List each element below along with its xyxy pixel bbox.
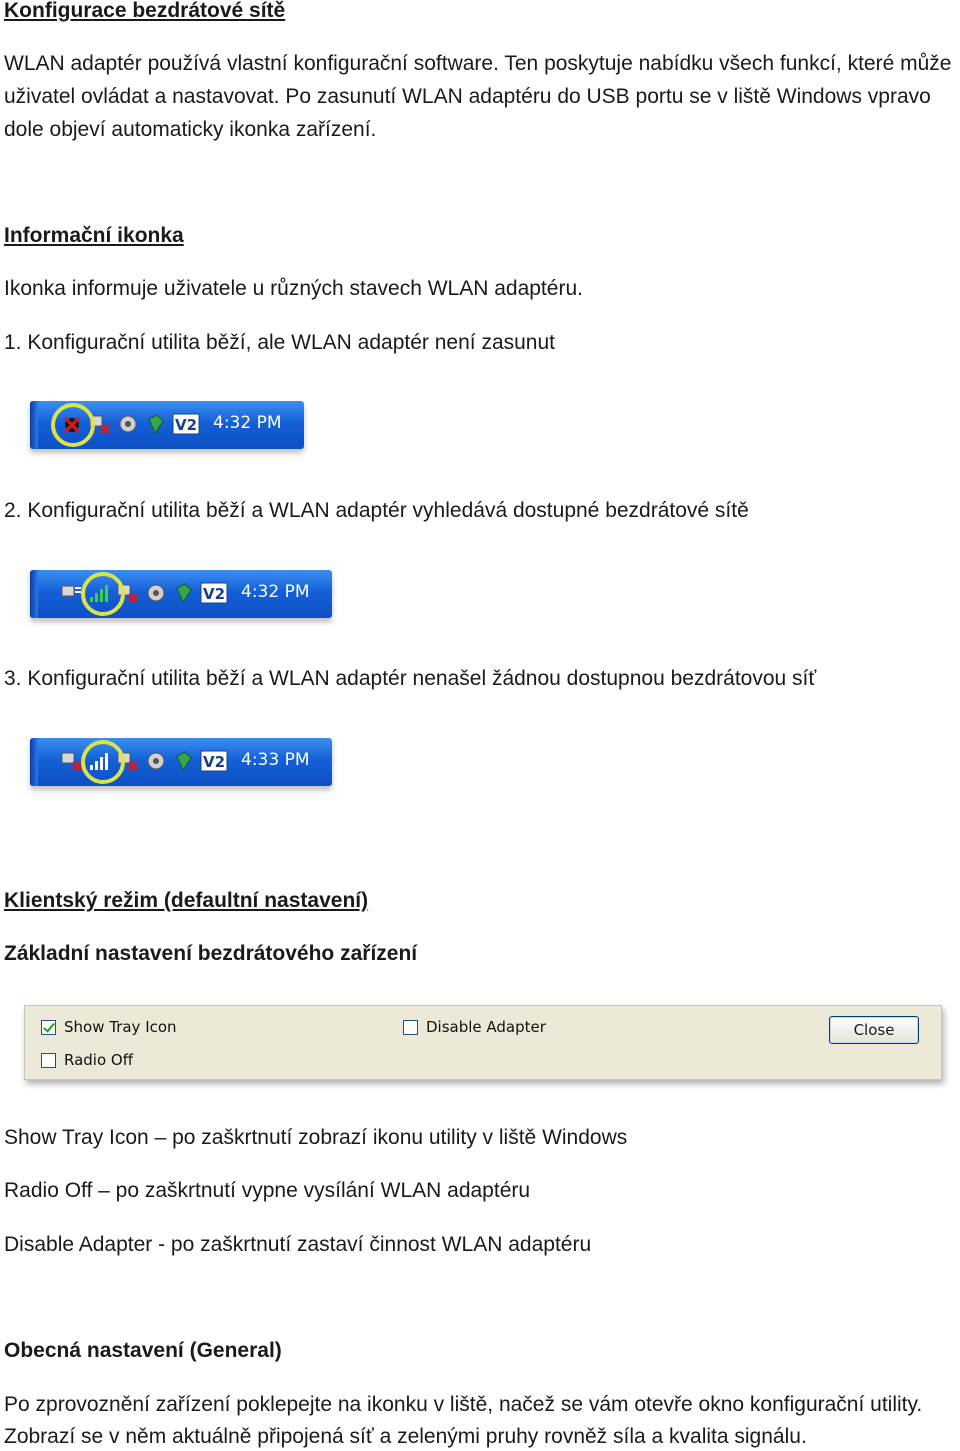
disable-adapter-description: Disable Adapter - po zaškrtnutí zastaví činnost WLAN adaptéru: [4, 1233, 592, 1256]
disable-adapter-checkbox[interactable]: [403, 1018, 546, 1036]
section-heading-client-mode: Klientský režim (defaultní nastavení): [4, 889, 369, 912]
close-button[interactable]: Close: [829, 1016, 919, 1044]
checkbox-unchecked[interactable]: [403, 1020, 418, 1035]
tray-edge: [30, 738, 38, 786]
security-icon[interactable]: [172, 580, 196, 606]
state-1-caption: 1. Konfigurační utilita běží, ale WLAN adaptér není zasunut: [4, 331, 555, 354]
tray-clock: 4:33 PM: [241, 750, 310, 770]
disable-adapter-label: Disable Adapter: [426, 1018, 546, 1036]
section-heading-general: Obecná nastavení (General): [4, 1339, 282, 1362]
intro-paragraph-line: uživatel ovládat a nastavovat. Po zasunutí WLAN adaptéru do USB portu se v liště Windows vpravo: [4, 85, 931, 108]
radio-off-label: Radio Off: [64, 1051, 134, 1069]
v2-label: V2: [174, 416, 198, 434]
highlight-ring: [51, 403, 95, 447]
v2-label: V2: [202, 585, 226, 603]
general-paragraph-line: Po zprovoznění zařízení poklepejte na ikonku v liště, načež se vám otevře okno konfigurační utility.: [4, 1393, 923, 1416]
v2-icon[interactable]: [172, 411, 200, 437]
v2-icon[interactable]: [200, 748, 228, 774]
taskbar-tray-state-2: [30, 570, 332, 618]
highlight-ring: [81, 572, 125, 616]
show-tray-icon-label: Show Tray Icon: [64, 1018, 177, 1036]
show-tray-icon-checkbox[interactable]: [41, 1018, 177, 1036]
radio-off-checkbox[interactable]: [41, 1051, 133, 1069]
radio-off-description: Radio Off – po zaškrtnutí vypne vysílání WLAN adaptéru: [4, 1179, 531, 1202]
security-icon[interactable]: [144, 411, 168, 437]
v2-label: V2: [202, 753, 226, 771]
show-tray-description: Show Tray Icon – po zaškrtnutí zobrazí ikonu utility v liště Windows: [4, 1126, 628, 1149]
tray-clock: 4:32 PM: [241, 582, 310, 602]
basic-settings-dialog: [24, 1005, 942, 1080]
intro-paragraph-line: dole objeví automaticky ikonka zařízení.: [4, 118, 377, 141]
tray-edge: [30, 401, 38, 449]
state-3-caption: 3. Konfigurační utilita běží a WLAN adaptér nenašel žádnou dostupnou bezdrátovou síť: [4, 667, 817, 690]
v2-icon[interactable]: [200, 580, 228, 606]
state-2-caption: 2. Konfigurační utilita běží a WLAN adaptér vyhledává dostupné bezdrátové sítě: [4, 499, 749, 522]
info-icon-intro: Ikonka informuje uživatele u různých stavech WLAN adaptéru.: [4, 277, 583, 300]
volume-icon[interactable]: [144, 748, 168, 774]
tray-edge: [30, 570, 38, 618]
volume-icon[interactable]: [144, 580, 168, 606]
taskbar-tray-state-3: [30, 738, 332, 786]
volume-icon[interactable]: [116, 411, 140, 437]
security-icon[interactable]: [172, 748, 196, 774]
basic-settings-subheading: Základní nastavení bezdrátového zařízení: [4, 942, 418, 965]
checkbox-checked[interactable]: [41, 1020, 56, 1035]
tray-clock: 4:32 PM: [213, 413, 282, 433]
checkbox-unchecked[interactable]: [41, 1053, 56, 1068]
intro-paragraph-line: WLAN adaptér používá vlastní konfigurační software. Ten poskytuje nabídku všech funkcí, které může: [4, 52, 952, 75]
highlight-ring: [81, 740, 125, 784]
section-heading-wireless-config: Konfigurace bezdrátové sítě: [4, 0, 286, 22]
section-heading-info-icon: Informační ikonka: [4, 224, 184, 247]
general-paragraph-line: Zobrazí se v něm aktuálně připojená síť a zelenými pruhy rovněž síla a kvalita signálu.: [4, 1425, 807, 1448]
